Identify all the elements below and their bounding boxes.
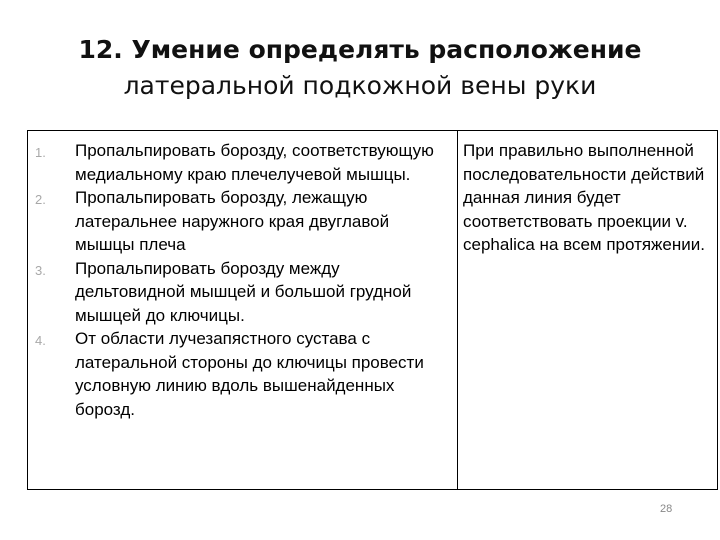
step-number: 4. [35,333,46,348]
step-number: 1. [35,145,46,160]
step-item [28,186,448,257]
slide-title [40,32,680,104]
steps-list [28,139,448,421]
result-text: При правильно выполненной последовательности действий данная линия будет соответствовать проекции v. cephalica на всем протяжении. [463,141,705,254]
step-text: От области лучезапястного сустава с латеральной стороны до ключицы провести условную линию вдоль вышенайденных борозд. [75,329,424,419]
step-text: Пропальпировать борозду, соответствующую медиальному краю плечелучевой мышцы. [75,141,434,184]
column-divider [457,131,458,489]
step-item [28,257,448,328]
step-number: 2. [35,192,46,207]
slide-title-line-2: латеральной подкожной вены руки [123,71,597,100]
slide-title-line-1: 12. Умение определять расположение [78,35,642,64]
step-item [28,139,448,186]
step-text: Пропальпировать борозду, лежащую латеральнее наружного края двуглавой мышцы плеча [75,188,390,254]
step-number: 3. [35,262,46,278]
page-number: 28 [660,503,673,515]
step-text: Пропальпировать борозду между дельтовидной мышцей и большой грудной мышцей до ключицы. [75,258,412,325]
step-item [28,327,448,421]
content-table [27,130,718,490]
